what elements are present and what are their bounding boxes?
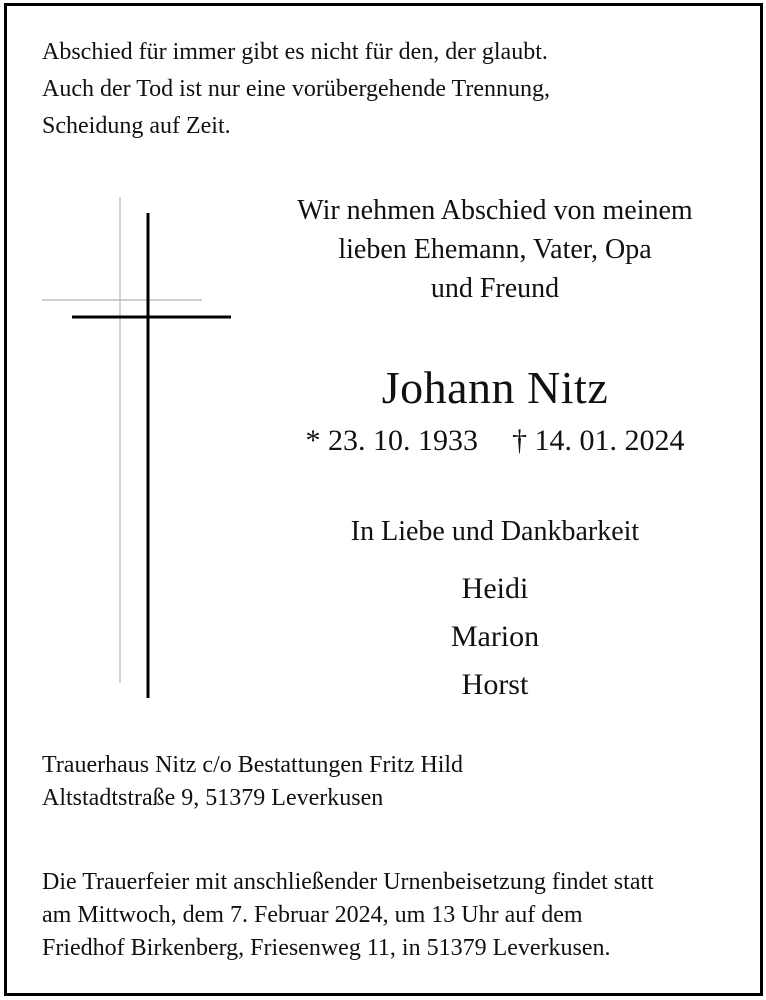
address-line: Trauerhaus Nitz c/o Bestattungen Fritz Hild: [42, 752, 464, 778]
motto-line: Abschied für immer gibt es nicht für den, der glaubt.: [42, 39, 548, 65]
intro-line: lieben Ehemann, Vater, Opa: [338, 234, 652, 265]
intro-line: und Freund: [430, 273, 560, 304]
death-date: 14. 01. 2024: [534, 424, 685, 457]
motto-line: Scheidung auf Zeit.: [42, 113, 231, 139]
motto-line: Auch der Tod ist nur eine vorübergehende Trennung,: [42, 76, 551, 102]
ceremony-line: Friedhof Birkenberg, Friesenweg 11, in 51379 Leverkusen.: [42, 935, 611, 961]
survivors-list: [230, 565, 760, 709]
survivor-name: Horst: [461, 668, 529, 701]
intro-line: Wir nehmen Abschied von meinem: [297, 195, 693, 226]
intro-text: [230, 191, 760, 308]
survivor-name: Marion: [450, 620, 540, 653]
death-symbol: †: [512, 424, 527, 457]
mourning-address: [42, 749, 463, 815]
survivor-name: Heidi: [461, 572, 529, 605]
birth-symbol: *: [305, 424, 321, 457]
ceremony-line: am Mittwoch, dem 7. Februar 2024, um 13 Uhr auf dem: [42, 902, 583, 928]
life-dates: [230, 421, 760, 461]
address-line: Altstadtstraße 9, 51379 Leverkusen: [42, 785, 384, 811]
dedication-line: In Liebe und Dankbarkeit: [350, 516, 640, 547]
ceremony-info: [42, 866, 654, 965]
motto-quote: [42, 34, 682, 145]
ceremony-line: Die Trauerfeier mit anschließender Urnenbeisetzung findet statt: [42, 869, 654, 895]
notice-border: [4, 3, 763, 996]
birth-date: 23. 10. 1933: [328, 424, 478, 457]
deceased-name: Johann Nitz: [381, 362, 609, 413]
